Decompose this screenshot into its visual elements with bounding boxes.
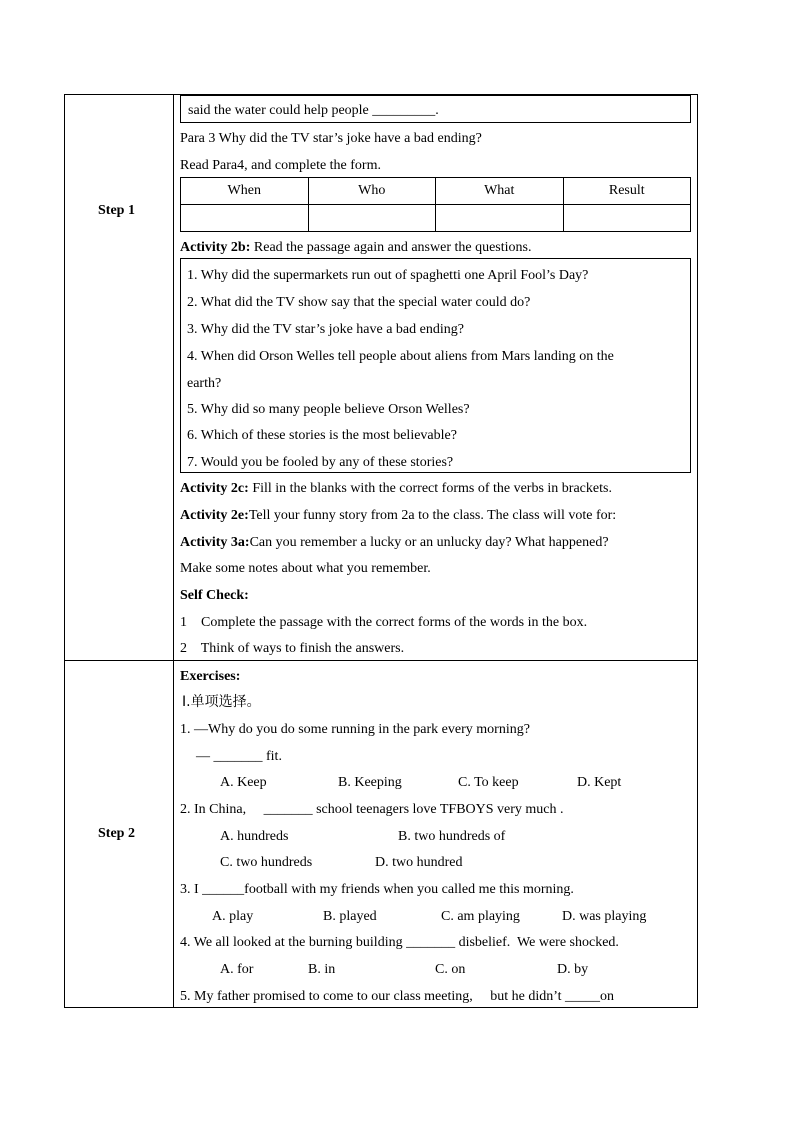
form-cell-who[interactable] [308,205,436,232]
option[interactable]: C. To keep [458,775,519,790]
activity-2e-label: Activity 2e: [180,508,249,523]
option[interactable]: A. Keep [220,775,267,790]
self-check-label: Self Check: [180,588,249,603]
form-header-what: What [436,178,564,205]
question-1-answer: — _______ fit. [196,749,282,764]
option[interactable]: C. on [435,962,466,977]
self-check-item-2: 2 Think of ways to finish the answers. [180,641,405,656]
activity-2b-label: Activity 2b: [180,240,251,255]
option[interactable]: C. two hundreds [220,855,313,870]
row-divider [64,660,698,661]
para3-question: Para 3 Why did the TV star’s joke have a bad ending? [180,131,482,146]
activity-3a-continued: Make some notes about what you remember. [180,561,431,576]
form-header-result: Result [563,178,691,205]
question-1: 1. —Why do you do some running in the park every morning? [180,722,530,737]
question-4: 4. We all looked at the burning building _______ disbelief. We were shocked. [180,935,619,950]
option[interactable]: B. played [323,909,377,924]
activity-2b-text: Read the passage again and answer the questions. [253,240,532,255]
question-item: 1. Why did the supermarkets run out of spaghetti one April Fool’s Day? [187,268,589,283]
form-cell-result[interactable] [563,205,691,232]
section-title: Ⅰ.单项选择。 [182,694,261,710]
activity-3a-label: Activity 3a: [180,535,250,550]
para4-form [180,177,691,232]
questions-box [180,258,691,473]
option[interactable]: B. Keeping [338,775,402,790]
step-2-label: Step 2 [98,826,135,841]
question-3: 3. I ______football with my friends when you called me this morning. [180,882,574,897]
column-divider [173,94,174,1008]
option[interactable]: D. was playing [562,909,647,924]
read-para4-instruction: Read Para4, and complete the form. [180,158,381,173]
activity-2c-label: Activity 2c: [180,481,249,496]
option[interactable]: B. two hundreds of [398,829,506,844]
question-item: 2. What did the TV show say that the special water could do? [187,295,531,310]
form-header-who: Who [308,178,436,205]
question-item: 4. When did Orson Welles tell people about aliens from Mars landing on the [187,349,614,364]
question-item: 6. Which of these stories is the most believable? [187,428,457,443]
self-check-item-1: 1 Complete the passage with the correct forms of the words in the box. [180,615,588,630]
option[interactable]: A. play [212,909,254,924]
activity-2e-text: Tell your funny story from 2a to the class. The class will vote for: [248,508,617,523]
para2-line: said the water could help people _________. [188,103,439,118]
question-2: 2. In China, _______ school teenagers love TFBOYS very much . [180,802,564,817]
activity-2b [180,239,531,257]
exercises-label: Exercises: [180,669,241,684]
activity-3a [180,534,609,552]
activity-2c-text: Fill in the blanks with the correct forms of the verbs in brackets. [252,481,612,496]
option[interactable]: C. am playing [441,909,520,924]
form-cell-what[interactable] [436,205,564,232]
activity-2e [180,507,616,525]
question-5: 5. My father promised to come to our class meeting, but he didn’t _____on [180,989,615,1004]
step-1-label: Step 1 [98,203,135,218]
question-item: 3. Why did the TV star’s joke have a bad ending? [187,322,464,337]
form-header-when: When [181,178,309,205]
option[interactable]: D. by [557,962,589,977]
activity-2c [180,480,612,498]
question-item: 5. Why did so many people believe Orson Welles? [187,402,470,417]
question-item: 7. Would you be fooled by any of these stories? [187,455,454,470]
option[interactable]: B. in [308,962,336,977]
option[interactable]: A. hundreds [220,829,289,844]
option[interactable]: D. two hundred [375,855,463,870]
option[interactable]: A. for [220,962,254,977]
form-cell-when[interactable] [181,205,309,232]
option[interactable]: D. Kept [577,775,622,790]
question-item: earth? [187,376,222,391]
para2-answer-box [180,95,691,123]
activity-3a-text: Can you remember a lucky or an unlucky day? What happened? [249,535,609,550]
